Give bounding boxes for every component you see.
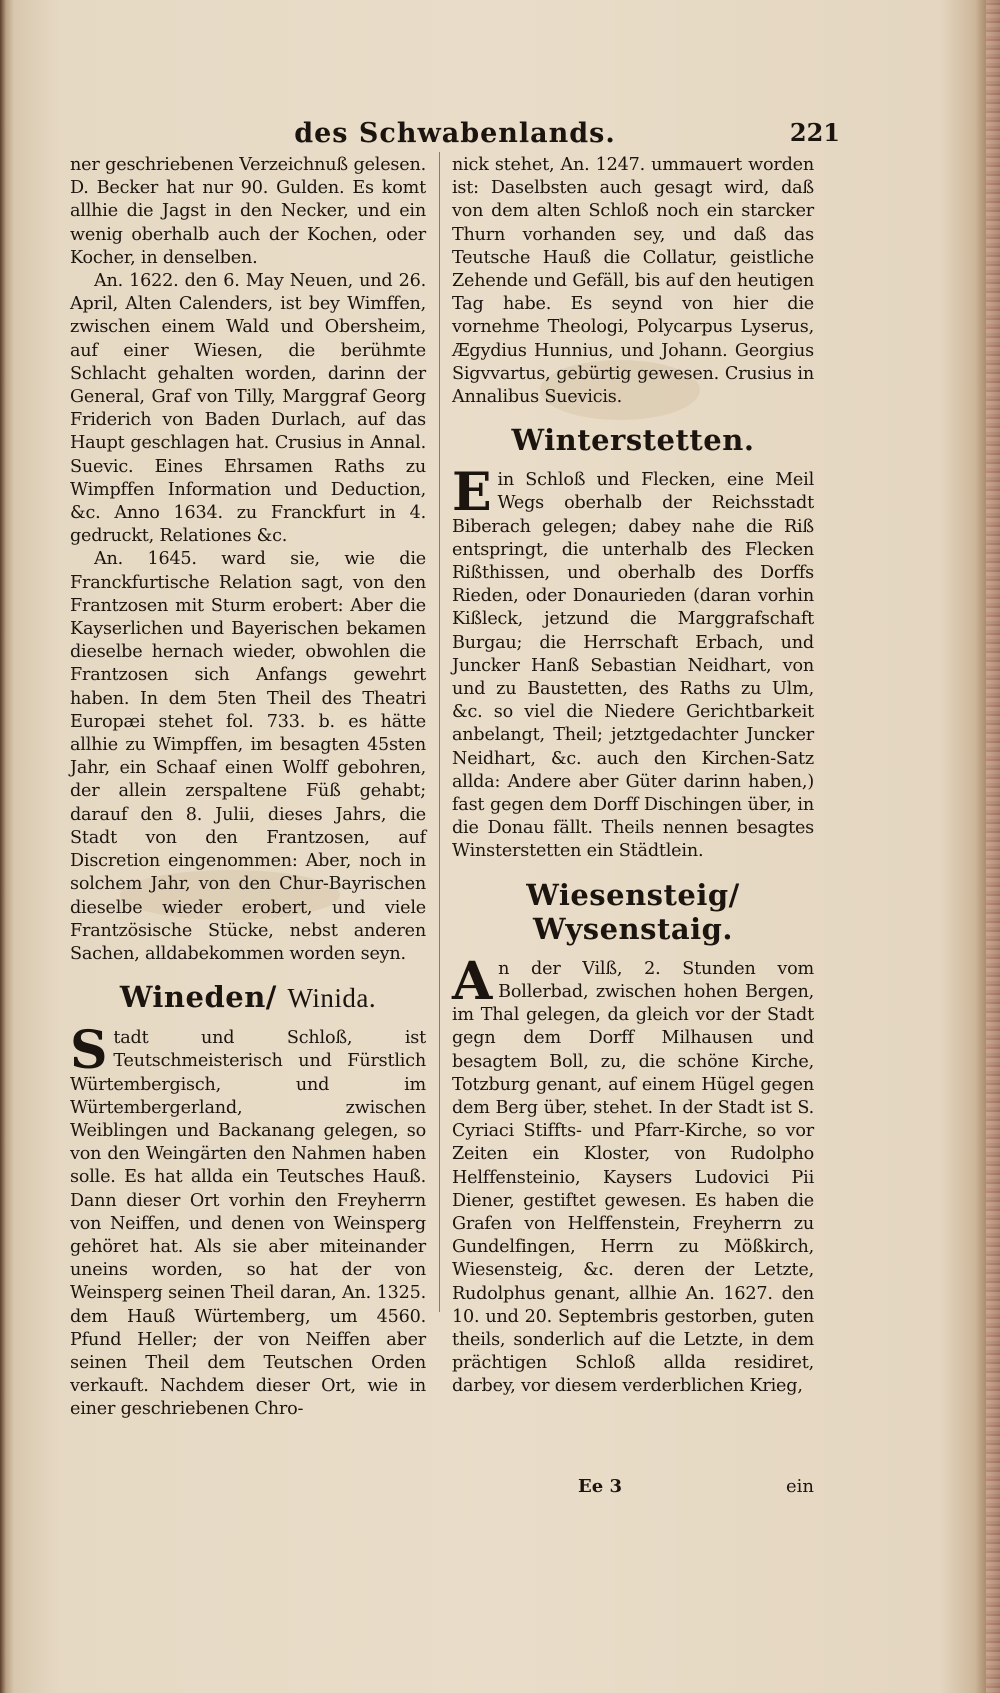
left-column: [70, 154, 426, 1422]
paragraph-with-dropcap: [452, 950, 814, 1399]
paragraph-with-dropcap: [70, 1020, 426, 1421]
page-header: [70, 118, 840, 158]
page-number: 221: [789, 118, 840, 147]
paragraph: An. 1645. ward sie, wie die Franckfurtische Relation sagt, von den Frantzosen mit Sturm erobert: Aber die Kayserlichen und Bayerischen bekamen dieselbe hernach wieder, obwohlen die Frantzosen sich Anfangs gewehrt haben. In dem 5ten Theil des Theatri Europæi stehet fol. 733. b. es hätte allhie zu Wimpffen, im besagten 45sten Jahr, ein Schaaf einen Wolff gebohren, der allein zerspaltene Füß gehabt; darauf den 8. Julii, dieses Jahrs, die Stadt von den Frantzosen, auf Discretion eingenommen: Aber, noch in solchem Jahr, von den Chur-Bayrischen dieselbe wieder erobert, und viele Frantzösische Stücke, nebst anderen Sachen, alldabekommen worden seyn.: [70, 549, 426, 964]
drop-cap: E: [452, 462, 492, 524]
paragraph: An. 1622. den 6. May Neuen, und 26. April, Alten Calenders, ist bey Wimffen, zwischen einem Wald und Obersheim, auf einer Wiesen, die berühmte Schlacht gehalten worden, darinn der General, Graf von Tilly, Marggraf Georg Friderich von Baden Durlach, auf das Haupt geschlagen hat. Crusius in Annal. Suevic. Eines Ehrsamen Raths zu Wimpffen Information und Deduction, &c. Anno 1634. zu Franckfurt in 4. gedruckt, Relationes &c.: [70, 271, 426, 547]
drop-cap: S: [70, 1020, 108, 1082]
page-footer: [70, 1476, 840, 1506]
section-heading-wineden: [70, 980, 426, 1015]
book-page: [70, 100, 840, 1620]
paragraph-with-dropcap: [452, 462, 814, 863]
section-heading-winterstetten: Winterstetten.: [511, 423, 755, 458]
paragraph-text: n der Vilß, 2. Stunden vom Bollerbad, zwischen hohen Bergen, im Thal gelegen, da gleich vor der Stadt gegn dem Dorff Milhausen und besagtem Boll, zu, die schöne Kirche, Totzburg genant, auf einem Hügel gegen dem Berg über, stehet. In der Stadt ist S. Cyriaci Stiffts- und Pfarr-Kirche, so vor Zeiten ein Kloster, von Rudolpho Helffensteinio, Kaysers Ludovici Pii Diener, gestiftet gewesen. Es haben die Grafen von Helffenstein, Freyherrn zu Gundelfingen, Herrn zu Mößkirch, Wiesensteig, &c. deren der Letzte, Rudolphus genant, allhie An. 1627. den 10. und 20. Septembris gestorben, guten theils, sonderlich auf die Letzte, in dem prächtigen Schloß allda residiret, darbey, vor diesem verderblichen Krieg,: [452, 958, 814, 1397]
heading-text: Wineden/: [119, 980, 277, 1015]
drop-cap: A: [452, 950, 493, 1012]
heading-latin-text: Winida.: [287, 983, 377, 1014]
paragraph-text: tadt und Schloß, ist Teutschmeisterisch und Fürstlich Würtembergisch, und im Würtembergerland, zwischen Weiblingen und Backanang gelegen, so von den Weingärten den Nahmen haben solle. Es hat allda ein Teutsches Hauß. Dann dieser Ort vorhin den Freyherrn von Neiffen, und denen von Weinsperg gehöret hat. Als sie aber miteinander uneins worden, so hat der von Weinsperg seinen Theil daran, An. 1325. dem Hauß Würtemberg, um 4560. Pfund Heller; der von Neiffen aber seinen Theil dem Teutschen Orden verkauft. Nachdem dieser Ort, wie in einer geschriebenen Chro-: [70, 1028, 426, 1420]
signature-mark: Ee 3: [578, 1476, 622, 1497]
right-column: [452, 154, 814, 1399]
paragraph: nick stehet, An. 1247. ummauert worden ist: Daselbsten auch gesagt wird, daß von dem alten Schloß noch ein starcker Thurn vorhanden sey, und daß das Teutsche Hauß die Collatur, geistliche Zehende und Gefäll, bis auf den heutigen Tag habe. Es seynd von hier die vornehme Theologi, Polycarpus Lyserus, Ægydius Hunnius, und Johann. Georgius Sigvvartus, gebürtig gewesen. Crusius in Annalibus Suevicis.: [452, 155, 814, 408]
section-heading-wiesensteig: Wiesensteig/ Wysenstaig.: [526, 877, 740, 946]
column-divider: [439, 152, 440, 1312]
paragraph-text: in Schloß und Flecken, eine Meil Wegs oberhalb der Reichsstadt Biberach gelegen; dabey nahe die Riß entspringt, die unterhalb des Flecken Rißthissen, und oberhalb des Dorffs Rieden, oder Donaurieden (daran vorhin Kißleck, jetzund die Marggrafschaft Burgau; die Herrschaft Erbach, und Juncker Hanß Sebastian Neidhart, von und zu Baustetten, des Raths zu Ulm, &c. so viel die Niedere Gerichtbarkeit anbelangt, Theil; jetztgedachter Juncker Neidhart, &c. auch den Kirchen-Satz allda: Andere aber Güter darinn haben,) fast gegen dem Dorff Dischingen über, in die Donau fällt. Theils nennen besagtes Winsterstetten ein Städtlein.: [452, 470, 814, 862]
running-head: des Schwabenlands.: [294, 118, 616, 149]
paragraph: ner geschriebenen Verzeichnuß gelesen. D. Becker hat nur 90. Gulden. Es komt allhie die Jagst in den Necker, und ein wenig oberhalb auch der Kochen, oder Kocher, in denselben.: [70, 155, 426, 268]
page-edge: [986, 0, 1000, 1693]
catchword: ein: [785, 1476, 814, 1497]
